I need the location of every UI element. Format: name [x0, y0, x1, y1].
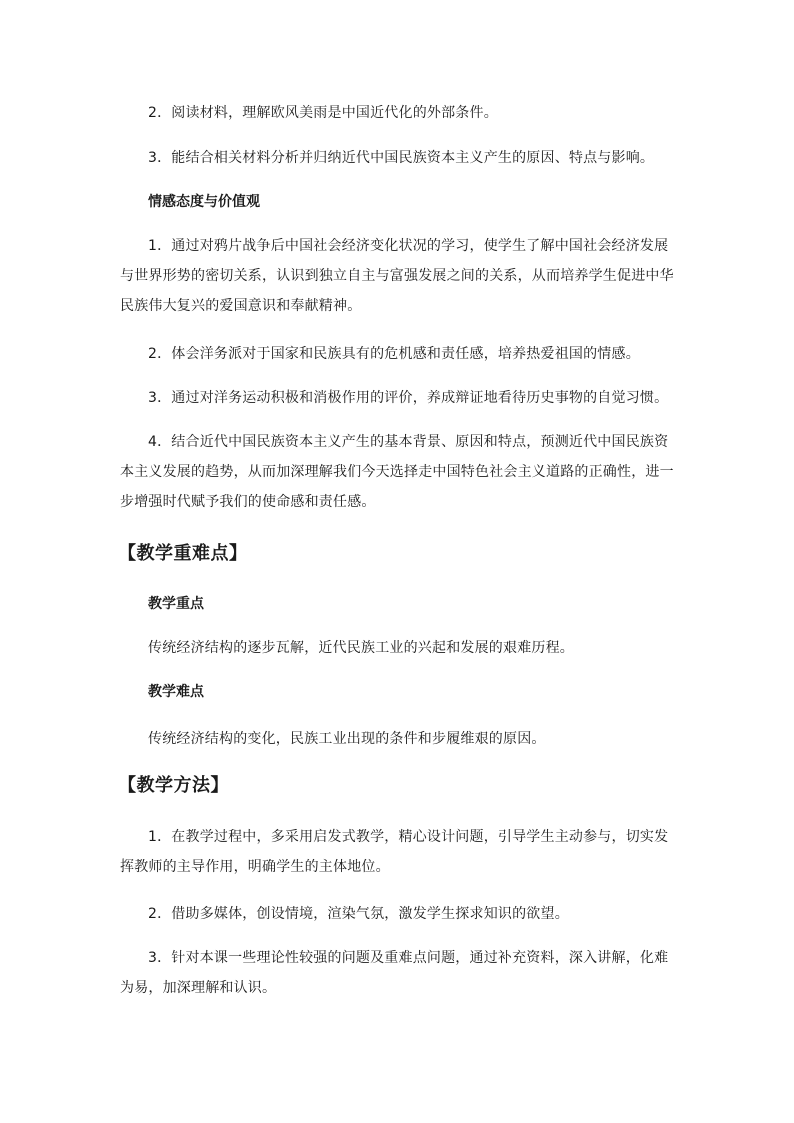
key-points-heading: 【教学重难点】: [118, 543, 248, 564]
emotion-item-2: 2．体会洋务派对于国家和民族具有的危机感和责任感，培养热爱祖国的情感。: [148, 346, 640, 362]
emotion-item-3: 3．通过对洋务运动积极和消极作用的评价，养成辩证地看待历史事物的自觉习惯。: [148, 390, 669, 406]
method-item-2: 2．借助多媒体，创设情境，渲染气氛，激发学生探求知识的欲望。: [148, 906, 569, 922]
method-item-3: 3．针对本课一些理论性较强的问题及重难点问题，通过补充资料，深入讲解，化难为易，加深理解和认识。: [120, 950, 669, 996]
teaching-difficulty-text: 传统经济结构的变化，民族工业出现的条件和步履维艰的原因。: [148, 731, 546, 747]
teaching-difficulty-heading: 教学难点: [148, 684, 204, 700]
methods-heading: 【教学方法】: [118, 775, 229, 796]
emotion-item-4: 4．结合近代中国民族资本主义产生的基本背景、原因和特点，预测近代中国民族资本主义发展的趋势，从而加深理解我们今天选择走中国特色社会主义道路的正确性，进一步增强时代赋予我们的使命感和责任感。: [120, 434, 674, 510]
emotion-values-heading: 情感态度与价值观: [148, 194, 260, 210]
objective-item-3: 3．能结合相关材料分析并归纳近代中国民族资本主义产生的原因、特点与影响。: [148, 150, 655, 166]
emotion-item-1: 1．通过对鸦片战争后中国社会经济变化状况的学习，使学生了解中国社会经济发展与世界形势的密切关系，认识到独立自主与富强发展之间的关系，从而培养学生促进中华民族伟大复兴的爱国意识和奉献精神。: [120, 238, 674, 314]
teaching-focus-heading: 教学重点: [148, 596, 204, 612]
teaching-focus-text: 传统经济结构的逐步瓦解，近代民族工业的兴起和发展的艰难历程。: [148, 640, 574, 656]
method-item-1: 1．在教学过程中，多采用启发式教学，精心设计问题，引导学生主动参与，切实发挥教师的主导作用，明确学生的主体地位。: [120, 829, 669, 875]
objective-item-2: 2．阅读材料，理解欧风美雨是中国近代化的外部条件。: [148, 105, 498, 121]
